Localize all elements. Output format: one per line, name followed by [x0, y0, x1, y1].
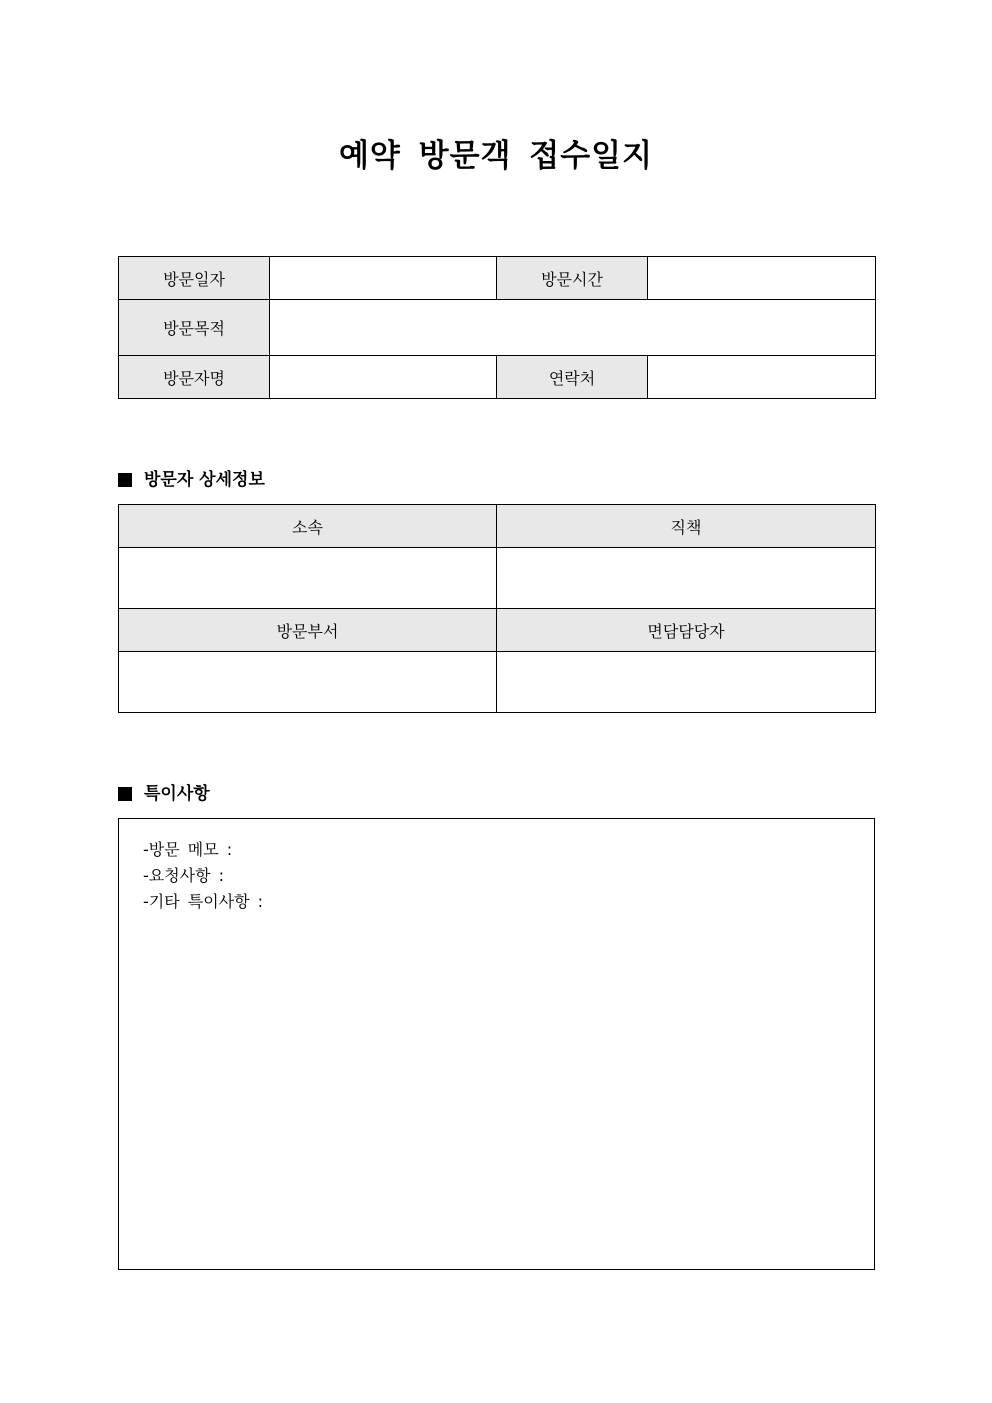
interviewer-field[interactable]	[497, 652, 876, 713]
visit-purpose-label: 방문목적	[119, 300, 270, 356]
affiliation-label: 소속	[119, 505, 497, 548]
table-row	[119, 609, 876, 652]
special-notes-heading	[118, 782, 210, 806]
other-notes-line: -기타 특이사항 :	[143, 892, 264, 911]
square-bullet-icon	[118, 473, 132, 487]
visitor-name-field[interactable]	[270, 356, 497, 399]
table-row	[119, 505, 876, 548]
contact-label: 연락처	[497, 356, 648, 399]
visitor-name-label: 방문자명	[119, 356, 270, 399]
affiliation-field[interactable]	[119, 548, 497, 609]
contact-field[interactable]	[648, 356, 876, 399]
requests-line: -요청사항 :	[143, 866, 225, 885]
table-row	[119, 356, 876, 399]
table-row	[119, 548, 876, 609]
special-notes-box[interactable]	[118, 818, 875, 1270]
visit-time-label: 방문시간	[497, 257, 648, 300]
department-label: 방문부서	[119, 609, 497, 652]
visit-date-label: 방문일자	[119, 257, 270, 300]
visitor-details-heading	[118, 468, 265, 492]
visitor-details-table	[118, 504, 876, 713]
position-field[interactable]	[497, 548, 876, 609]
table-row	[119, 652, 876, 713]
position-label: 직책	[497, 505, 876, 548]
visitor-details-heading-text: 방문자 상세정보	[144, 470, 265, 490]
visit-date-field[interactable]	[270, 257, 497, 300]
square-bullet-icon	[118, 787, 132, 801]
visit-time-field[interactable]	[648, 257, 876, 300]
page-title: 예약 방문객 접수일지	[338, 138, 654, 174]
department-field[interactable]	[119, 652, 497, 713]
visit-info-table	[118, 256, 876, 399]
visit-purpose-field[interactable]	[270, 300, 876, 356]
table-row	[119, 257, 876, 300]
table-row	[119, 300, 876, 356]
visit-memo-line: -방문 메모 :	[143, 840, 233, 859]
interviewer-label: 면담담당자	[497, 609, 876, 652]
special-notes-heading-text: 특이사항	[144, 784, 210, 804]
